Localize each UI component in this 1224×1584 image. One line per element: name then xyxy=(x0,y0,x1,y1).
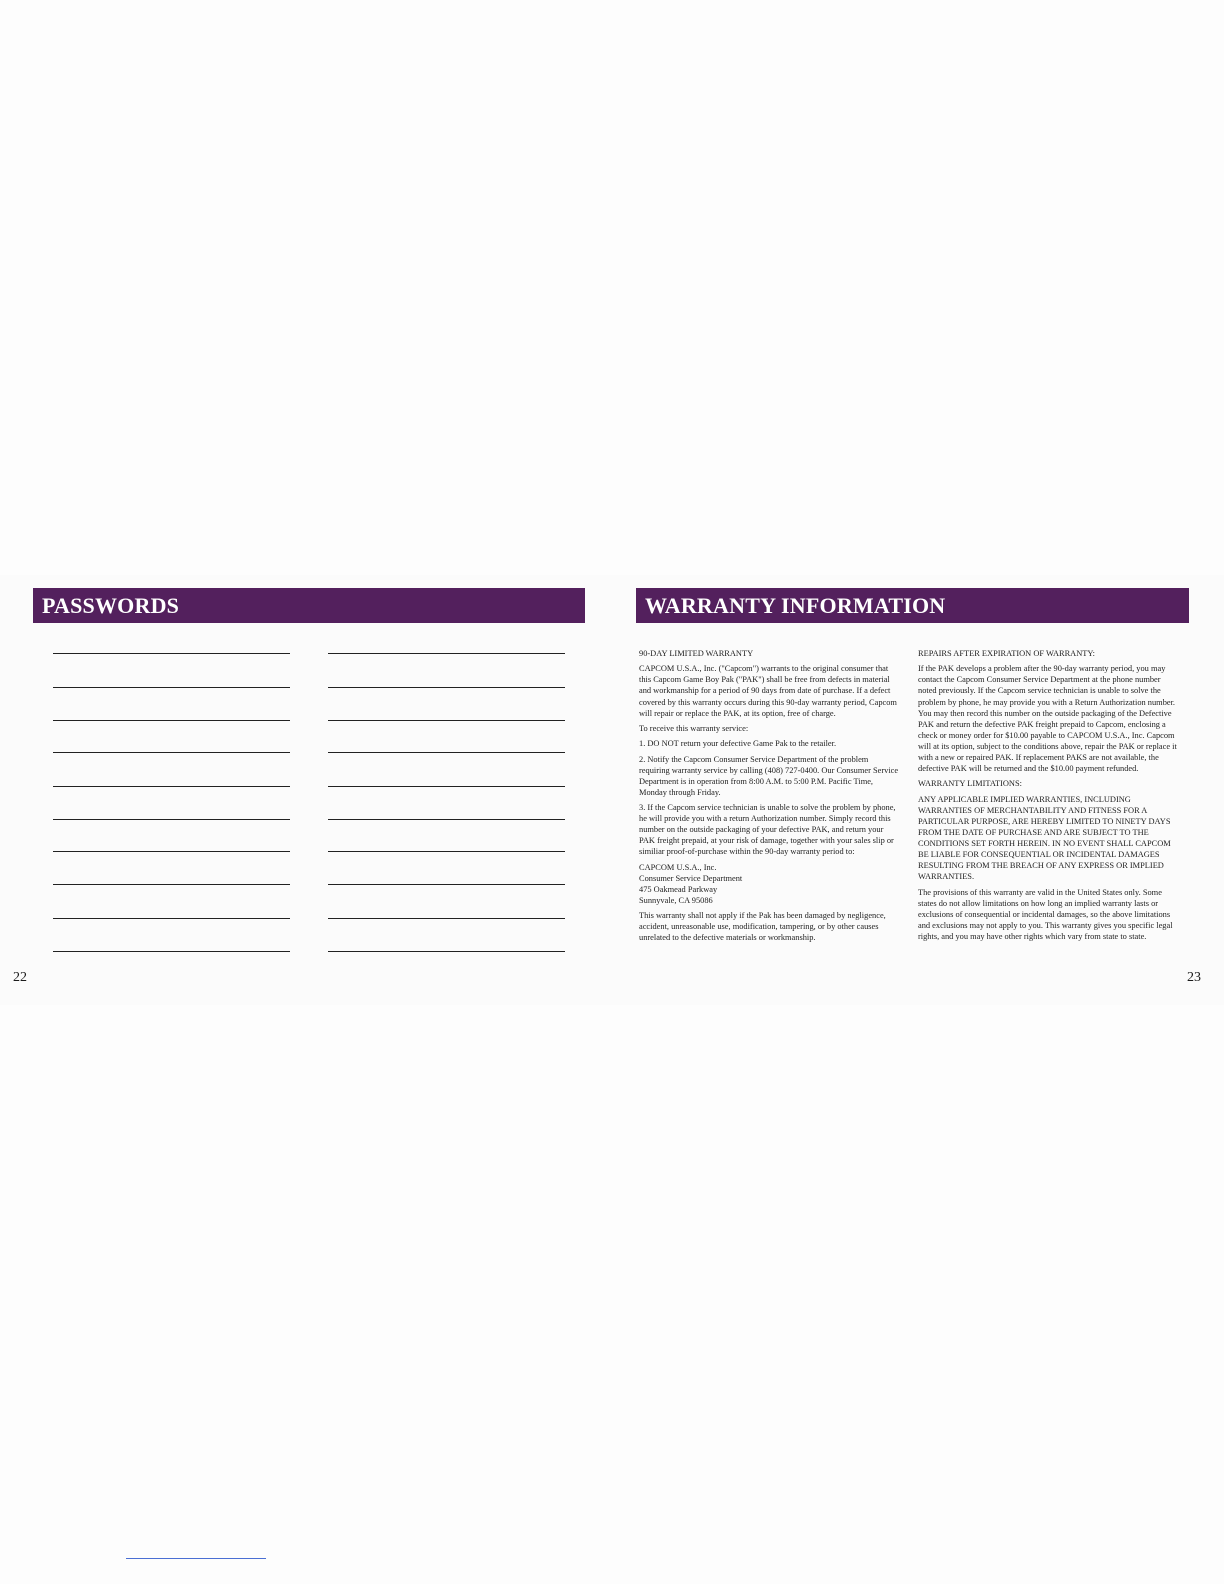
password-line xyxy=(328,752,565,753)
password-line xyxy=(53,720,290,721)
password-line xyxy=(53,819,290,820)
password-line xyxy=(53,851,290,852)
warranty-left-column xyxy=(639,648,901,948)
password-line xyxy=(53,752,290,753)
password-line xyxy=(328,918,565,919)
warranty-banner: WARRANTY INFORMATION xyxy=(636,588,1189,623)
password-line xyxy=(328,884,565,885)
password-line xyxy=(53,884,290,885)
password-line xyxy=(53,786,290,787)
password-line xyxy=(328,786,565,787)
page-number-left: 22 xyxy=(13,970,27,985)
password-line xyxy=(53,918,290,919)
limitations-heading: WARRANTY LIMITATIONS: xyxy=(918,779,1022,789)
password-line xyxy=(328,653,565,654)
limitations-paragraph: ANY APPLICABLE IMPLIED WARRANTIES, INCLUDING WARRANTIES OF MERCHANTABILITY AND FITNESS FOR A PARTICULAR PURPOSE, ARE HEREBY LIMITED TO NINETY DAYS FROM THE DATE OF PURCHASE AND ARE SUBJECT TO THE CONDITIONS SET FORTH HEREIN. IN NO EVENT SHALL CAPCOM BE LIABLE FOR CONSEQUENTIAL OR INCIDENTAL DAMAGES RESULTING FROM THE BREACH OF ANY EXPRESS OR IMPLIED WARRANTIES. xyxy=(918,794,1171,882)
password-line xyxy=(328,720,565,721)
mailing-address: CAPCOM U.S.A., Inc. Consumer Service Department 475 Oakmead Parkway Sunnyvale, CA 95086 xyxy=(639,862,743,905)
password-line xyxy=(53,687,290,688)
service-step-1: 1. DO NOT return your defective Game Pak to the retailer. xyxy=(639,739,837,749)
password-line xyxy=(328,951,565,952)
password-line xyxy=(53,653,290,654)
password-line xyxy=(328,819,565,820)
repairs-paragraph: If the PAK develops a problem after the 90-day warranty period, you may contact the Capcom Consumer Service Department at the phone number noted previously. If the Capcom service technician is unable to solve the problem by phone, he may provide you with a Return Authorization number. You may then record this number on the outside packaging of the Defective PAK and return the defective PAK freight prepaid to Capcom, enclosing a check or money order for $10.00 payable to CAPCOM U.S.A., Inc. Capcom will at its option, subject to the conditions above, repair the PAK or replace it with a new or repaired PAK. If replacement PAKS are not available, the defective PAK will be returned and the $10.00 payment refunded. xyxy=(918,664,1177,774)
password-line xyxy=(328,687,565,688)
service-step-3: 3. If the Capcom service technician is unable to solve the problem by phone, he will provide you with a return Authorization number. Simply record this number on the outside packaging of your defective PAK, and return your PAK freight prepaid, at your risk of damage, together with your sales slip or similiar proof-of-purchase within the 90-day warranty period to: xyxy=(639,803,896,857)
provisions-paragraph: The provisions of this warranty are valid in the United States only. Some states do not allow limitations on how long an implied warranty lasts or exclusions of consequential or incidental damages, so the above limitations and exclusions may not apply to you. This warranty gives you specific legal rights, and you may have other rights which vary from state to state. xyxy=(918,887,1173,941)
page-number-right: 23 xyxy=(1187,970,1201,985)
password-line xyxy=(53,951,290,952)
passwords-banner: PASSWORDS xyxy=(33,588,585,623)
repairs-heading: REPAIRS AFTER EXPIRATION OF WARRANTY: xyxy=(918,649,1095,658)
warranty-exclusion: This warranty shall not apply if the Pak has been damaged by negligence, accident, unreasonable use, modification, tampering, or by other causes unrelated to the defective materials or workmanship. xyxy=(639,911,886,943)
service-intro: To receive this warranty service: xyxy=(639,723,749,733)
limited-warranty-heading: 90-DAY LIMITED WARRANTY xyxy=(639,649,754,658)
warranty-paragraph: CAPCOM U.S.A., Inc. ("Capcom") warrants to the original consumer that this Capcom Game Boy Pak ("PAK") shall be free from defects in material and workmanship for a period of 90 days from date of purchase. If a defect covered by this warranty occurs during this 90-day warranty period, Capcom will repair or replace the PAK, at its option, free of charge. xyxy=(639,664,897,718)
hyperlink-underline[interactable] xyxy=(126,1558,266,1559)
warranty-right-column xyxy=(918,648,1180,946)
service-step-2: 2. Notify the Capcom Consumer Service Department of the problem requiring warranty service by calling (408) 727-0400. Our Consumer Service Department is in operation from 8:00 A.M. to 5:00 P.M. Pacific Time, Monday through Friday. xyxy=(639,754,899,797)
password-line xyxy=(328,851,565,852)
